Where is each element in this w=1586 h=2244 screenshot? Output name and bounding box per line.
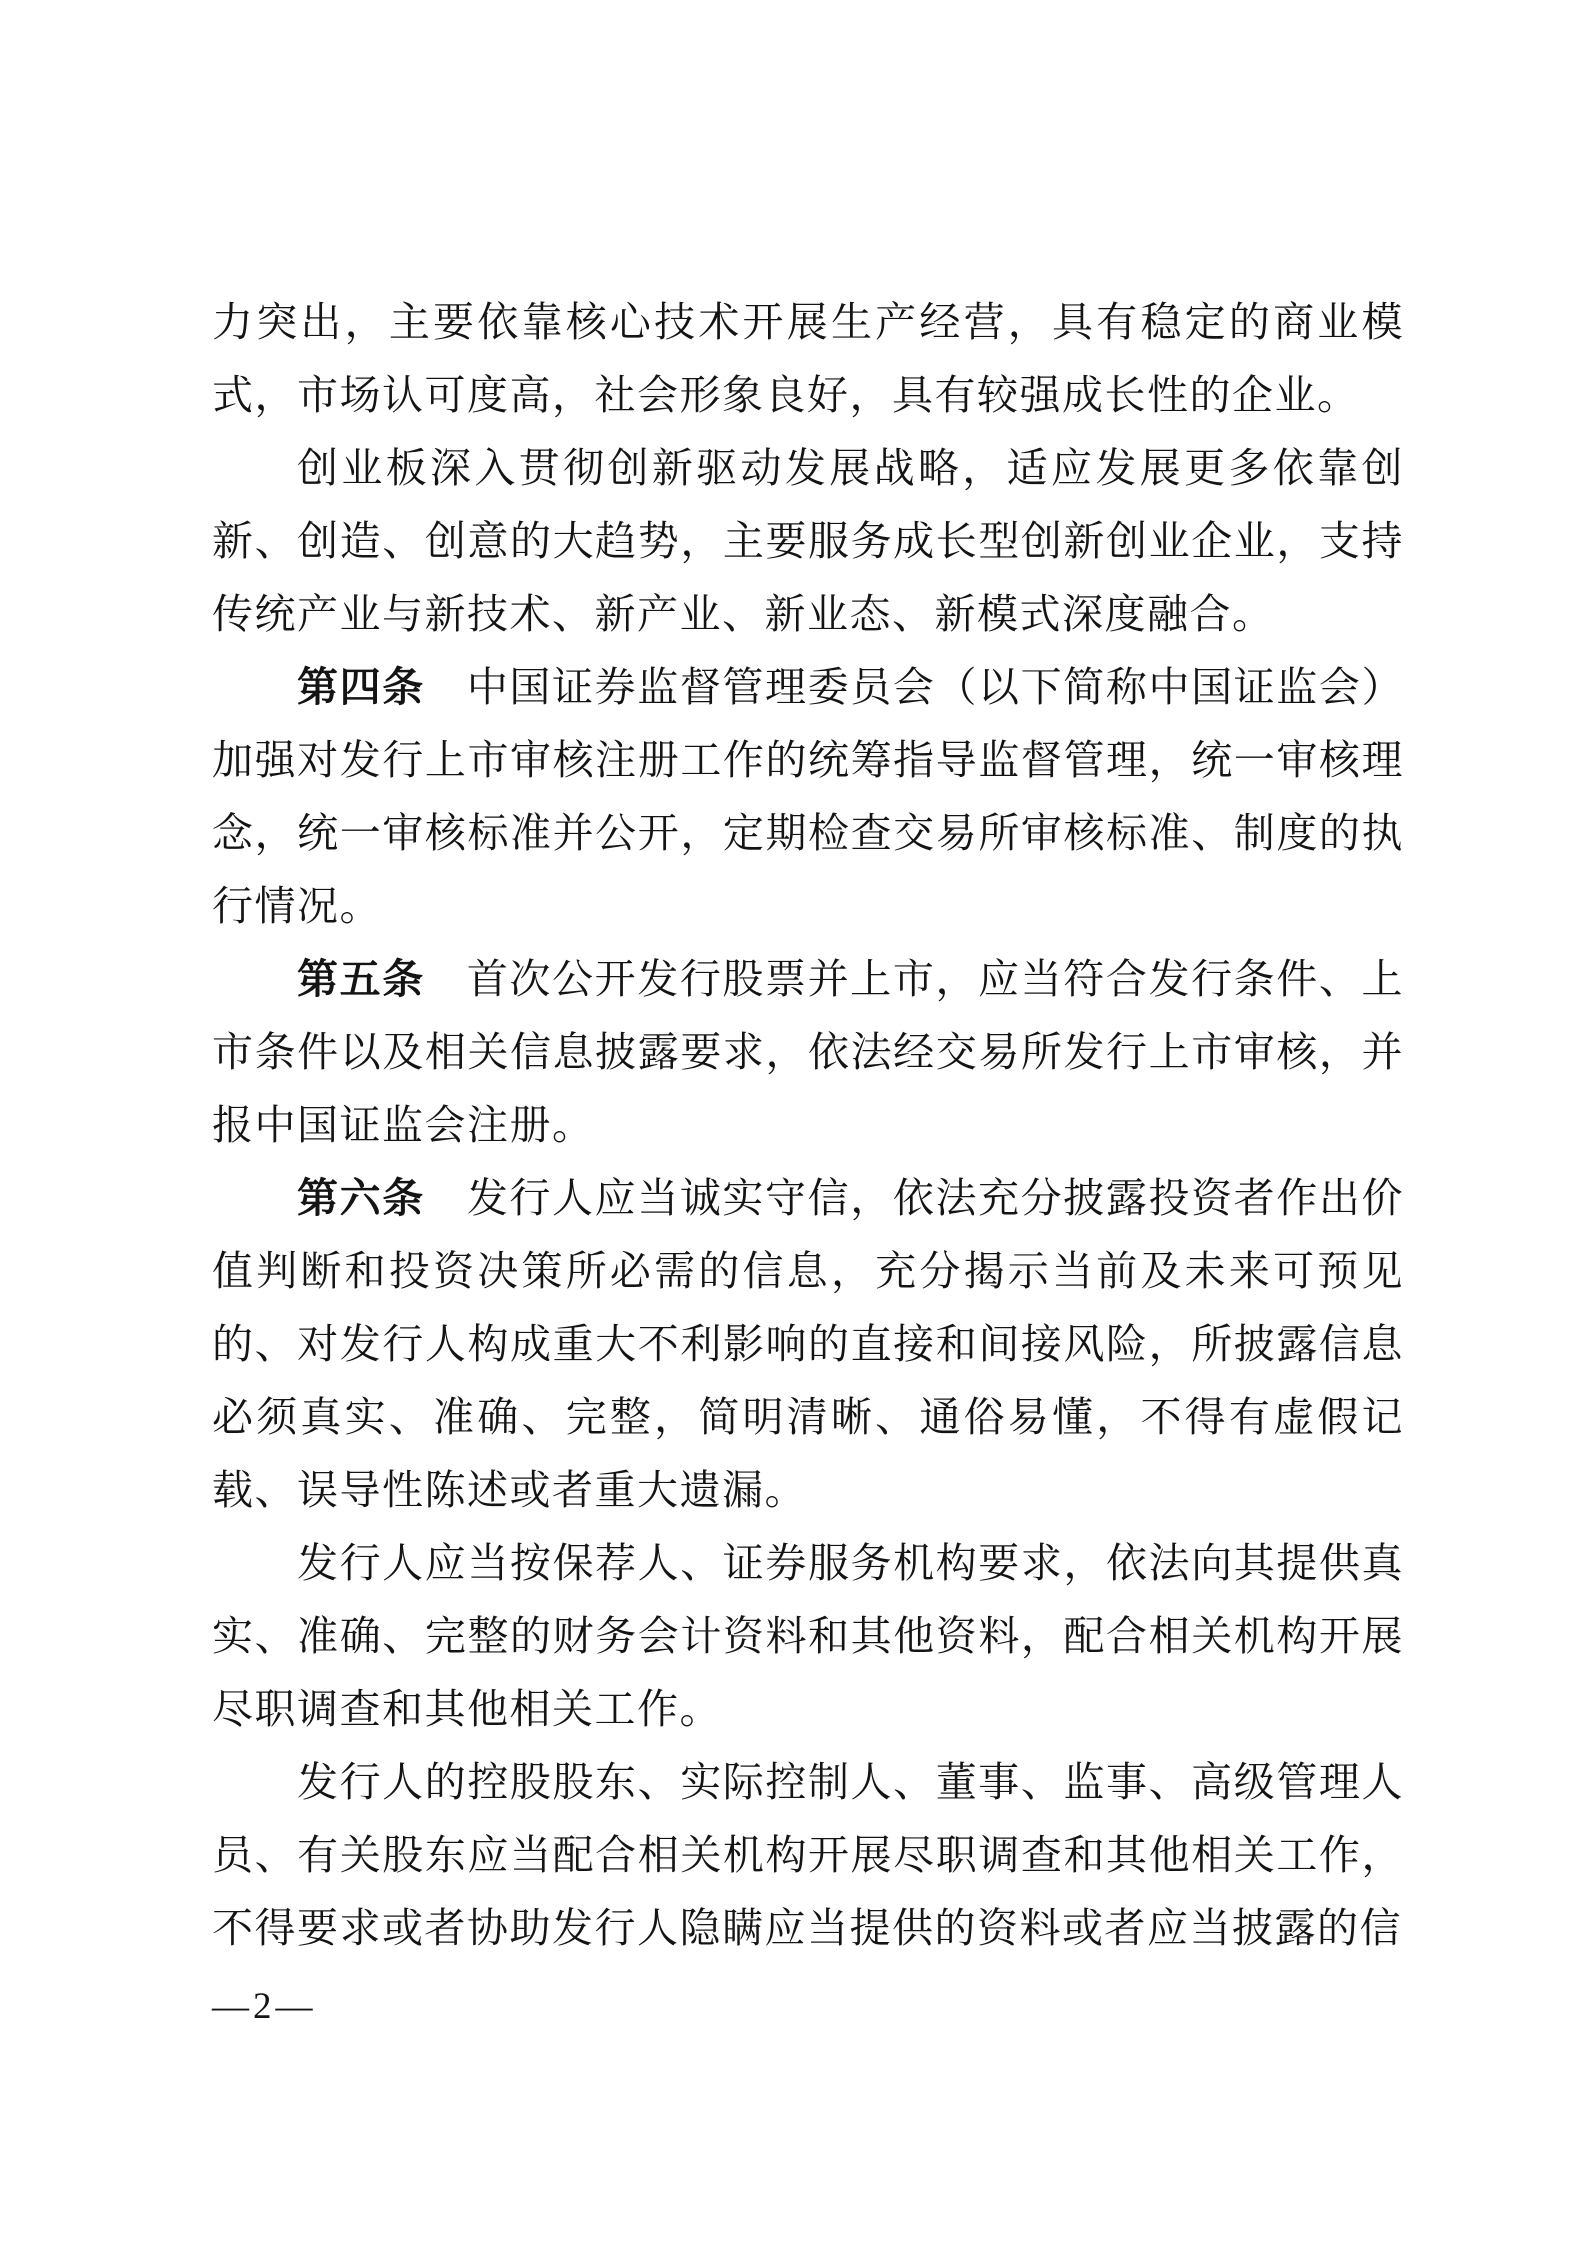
paragraph-article-6 [212, 1162, 1404, 1527]
article-number-label: 第六条 [297, 1175, 425, 1221]
paragraph-text: 发行人的控股股东、实际控制人、董事、监事、高级管理人员、有关股东应当配合相关机构开展尽职调查和其他相关工作，不得要求或者协助发行人隐瞒应当提供的资料或者应当披露的信 [212, 1759, 1404, 1951]
article-number-label: 第四条 [297, 664, 425, 710]
paragraph [212, 286, 1404, 432]
paragraph [212, 1746, 1404, 1965]
document-body [212, 286, 1404, 1965]
paragraph-text: 发行人应当诚实守信，依法充分披露投资者作出价值判断和投资决策所必需的信息，充分揭示当前及未来可预见的、对发行人构成重大不利影响的直接和间接风险，所披露信息必须真实、准确、完整，简明清晰、通俗易懂，不得有虚假记载、误导性陈述或者重大遗漏。 [212, 1175, 1404, 1513]
paragraph-article-5 [212, 943, 1404, 1162]
page-number: —2— [212, 1986, 317, 2027]
paragraph [212, 1527, 1404, 1746]
paragraph [212, 432, 1404, 651]
article-number-label: 第五条 [297, 956, 425, 1002]
paragraph-text: 发行人应当按保荐人、证券服务机构要求，依法向其提供真实、准确、完整的财务会计资料和其他资料，配合相关机构开展尽职调查和其他相关工作。 [212, 1540, 1404, 1732]
paragraph-text: 力突出，主要依靠核心技术开展生产经营，具有稳定的商业模式，市场认可度高，社会形象良好，具有较强成长性的企业。 [212, 299, 1404, 418]
paragraph-text: 创业板深入贯彻创新驱动发展战略，适应发展更多依靠创新、创造、创意的大趋势，主要服务成长型创新创业企业，支持传统产业与新技术、新产业、新业态、新模式深度融合。 [212, 445, 1404, 637]
paragraph-text: 中国证券监督管理委员会（以下简称中国证监会）加强对发行上市审核注册工作的统筹指导监督管理，统一审核理念，统一审核标准并公开，定期检查交易所审核标准、制度的执行情况。 [212, 664, 1404, 929]
paragraph-text: 首次公开发行股票并上市，应当符合发行条件、上市条件以及相关信息披露要求，依法经交易所发行上市审核，并报中国证监会注册。 [212, 956, 1404, 1148]
paragraph-article-4 [212, 651, 1404, 943]
